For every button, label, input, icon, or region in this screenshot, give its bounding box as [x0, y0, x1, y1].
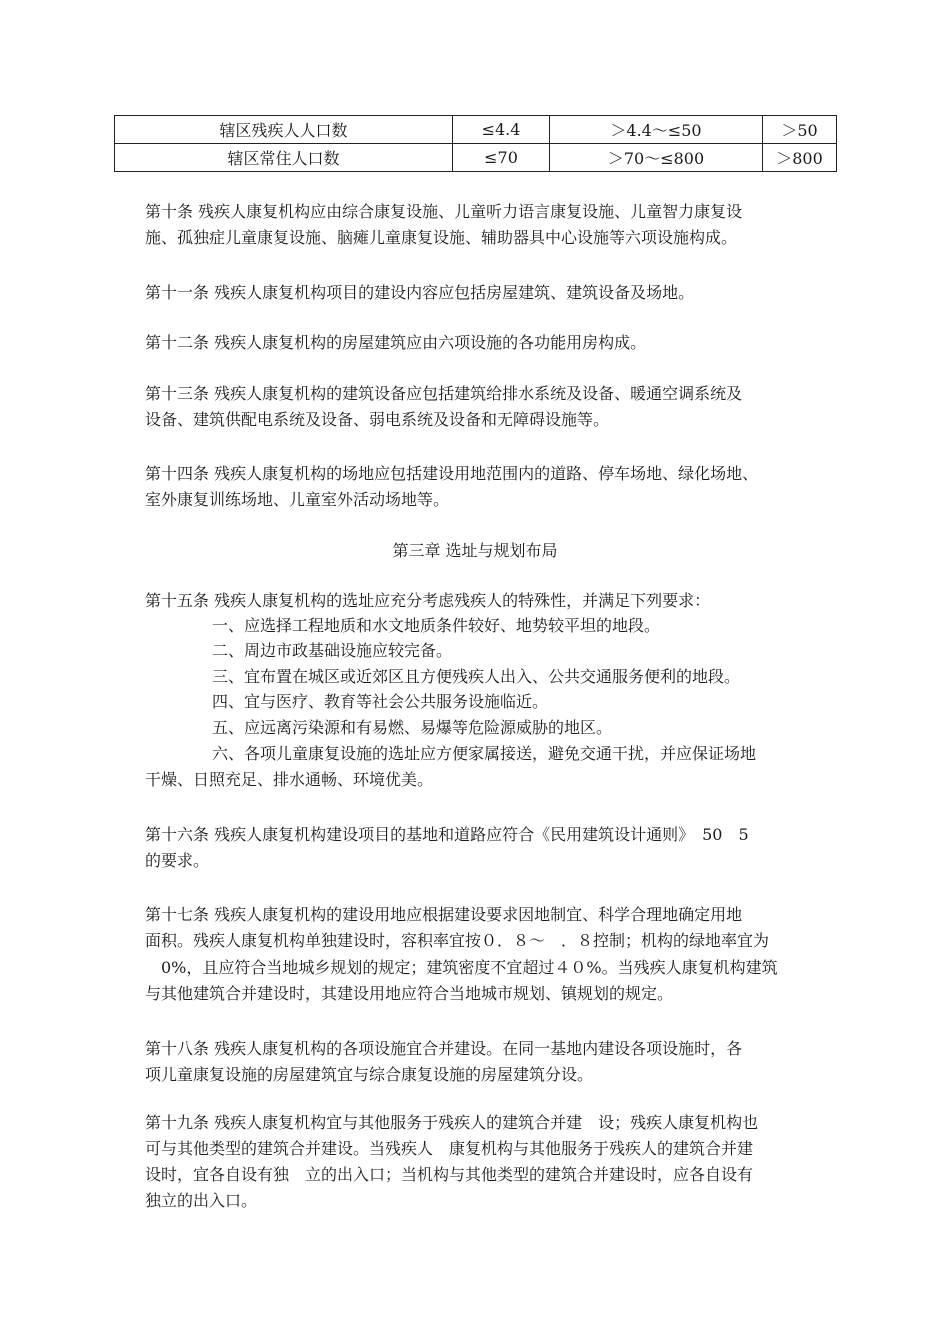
article-17-line: 第十七条 残疾人康复机构的建设用地应根据建设要求因地制宜、科学合理地确定用地 — [145, 905, 743, 924]
article-14-line: 第十四条 残疾人康复机构的场地应包括建设用地范围内的道路、停车场地、绿化场地、 — [145, 464, 759, 483]
article-15-item: 六、各项儿童康复设施的选址应方便家属接送，避免交通干扰，并应保证场地 — [212, 744, 757, 763]
population-table — [114, 115, 837, 172]
article-19-line: 独立的出入口。 — [145, 1191, 258, 1210]
article-15-item: 五、应远离污染源和有易燃、易爆等危险源威胁的地区。 — [212, 718, 613, 737]
article-19-line: 可与其他类型的建筑合并建设。当残疾人 康复机构与其他服务于残疾人的建筑合并建 — [145, 1139, 754, 1158]
article-15-item: 三、宜布置在城区或近郊区且方便残疾人出入、公共交通服务便利的地段。 — [212, 667, 741, 686]
article-13-line: 设备、建筑供配电系统及设备、弱电系统及设备和无障碍设施等。 — [145, 410, 610, 429]
article-13-line: 第十三条 残疾人康复机构的建筑设备应包括建筑给排水系统及设备、暖通空调系统及 — [145, 384, 743, 403]
article-15-item: 二、周边市政基础设施应较完备。 — [212, 641, 453, 660]
table-cell: ＞50 — [763, 116, 837, 144]
article-11: 第十一条 残疾人康复机构项目的建设内容应包括房屋建筑、建筑设备及场地。 — [145, 283, 695, 302]
table-cell: 辖区残疾人人口数 — [115, 116, 453, 144]
table-cell: ＞70～≤800 — [550, 144, 763, 172]
article-15-intro: 第十五条 残疾人康复机构的选址应充分考虑残疾人的特殊性，并满足下列要求： — [145, 591, 711, 610]
article-18-line: 第十八条 残疾人康复机构的各项设施宜合并建设。在同一基地内建设各项设施时，各 — [145, 1039, 743, 1058]
article-12: 第十二条 残疾人康复机构的房屋建筑应由六项设施的各功能用房构成。 — [145, 333, 647, 352]
article-17-line: 0%，且应符合当地城乡规划的规定；建筑密度不宜超过４０%。当残疾人康复机构建筑 — [145, 958, 778, 977]
table-cell: ＞4.4～≤50 — [550, 116, 763, 144]
article-19-line: 第十九条 残疾人康复机构宜与其他服务于残疾人的建筑合并建 设；残疾人康复机构也 — [145, 1113, 759, 1132]
article-16-line: 第十六条 残疾人康复机构建设项目的基地和道路应符合《民用建筑设计通则》 50 5 — [145, 825, 749, 844]
article-14-line: 室外康复训练场地、儿童室外活动场地等。 — [145, 490, 450, 509]
table-row — [115, 144, 837, 172]
article-18-line: 项儿童康复设施的房屋建筑宜与综合康复设施的房屋建筑分设。 — [145, 1065, 594, 1084]
table-row — [115, 116, 837, 144]
article-10-line: 第十条 残疾人康复机构应由综合康复设施、儿童听力语言康复设施、儿童智力康复设 — [145, 202, 743, 221]
article-15-item: 四、宜与医疗、教育等社会公共服务设施临近。 — [212, 692, 549, 711]
article-17-line: 与其他建筑合并建设时，其建设用地应符合当地城市规划、镇规划的规定。 — [145, 984, 674, 1003]
article-15-item: 一、应选择工程地质和水文地质条件较好、地势较平坦的地段。 — [212, 616, 661, 635]
table-cell: 辖区常住人口数 — [115, 144, 453, 172]
article-10-line: 施、孤独症儿童康复设施、脑瘫儿童康复设施、辅助器具中心设施等六项设施构成。 — [145, 228, 738, 247]
table-cell: ≤4.4 — [453, 116, 550, 144]
article-17-line: 面积。残疾人康复机构单独建设时，容积率宜按０．８～ ．８控制；机构的绿地率宜为 — [145, 931, 770, 950]
article-15-tail: 干燥、日照充足、排水通畅、环境优美。 — [145, 770, 434, 789]
table-cell: ＞800 — [763, 144, 837, 172]
chapter-heading: 第三章 选址与规划布局 — [392, 541, 558, 560]
table-cell: ≤70 — [453, 144, 550, 172]
article-16-line: 的要求。 — [145, 851, 210, 870]
article-19-line: 设时，宜各自设有独 立的出入口；当机构与其他类型的建筑合并建设时，应各自设有 — [145, 1165, 754, 1184]
